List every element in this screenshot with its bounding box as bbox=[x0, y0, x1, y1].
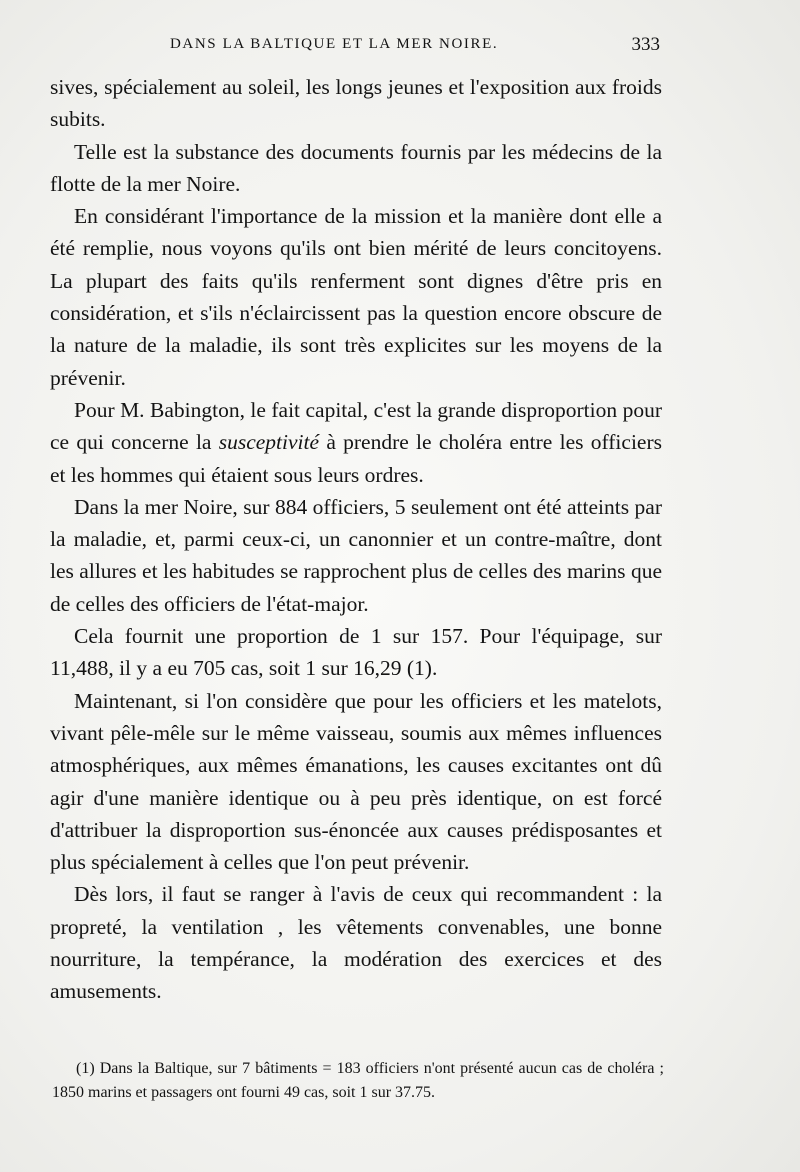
footnote-text: (1) Dans la Baltique, sur 7 bâtiments = 183 officiers n'ont présenté aucun cas de choléra ; 1850 marins et passagers ont fourni 49 cas, soit 1 sur 37.75. bbox=[52, 1060, 664, 1101]
paragraph-mer-noire-officers: Dans la mer Noire, sur 884 officiers, 5 seulement ont été atteints par la maladie, et, parmi ceux-ci, un canonnier et un contre-maître, dont les allures et les habitudes se rapprochent plus de celles des marins que de celles des officiers de l'état-major. bbox=[50, 494, 662, 616]
paragraph-maintenant: Maintenant, si l'on considère que pour les officiers et les matelots, vivant pêle-mêle sur le même vaisseau, soumis aux mêmes influences atmosphériques, aux mêmes émanations, les causes excitantes ont dû agir d'une manière identique ou à peu près identique, on est forcé d'attribuer la disproportion sus-énoncée aux causes prédisposantes et plus spécialement à celles que l'on peut prévenir. bbox=[50, 688, 662, 875]
running-title: DANS LA BALTIQUE ET LA MER NOIRE. bbox=[170, 36, 499, 52]
emphasis-susceptivite: susceptivité bbox=[218, 430, 320, 455]
paragraph-documents-summary: Telle est la substance des documents fournis par les médecins de la flotte de la mer Noire. bbox=[50, 139, 662, 196]
page-header bbox=[170, 36, 660, 60]
paragraph-continuation: sives, spécialement au soleil, les longs jeunes et l'exposition aux froids subits. bbox=[50, 75, 662, 132]
page-number: 333 bbox=[631, 34, 660, 55]
paragraph-babington-after: à prendre le choléra entre les officiers et les hommes qui étaient sous leurs ordres. bbox=[50, 430, 662, 487]
paragraph-proportion: Cela fournit une proportion de 1 sur 157. Pour l'équipage, sur 11,488, il y a eu 705 cas, soit 1 sur 16,29 (1). bbox=[50, 624, 662, 681]
paragraph-babington bbox=[50, 394, 662, 491]
paragraph-des-lors: Dès lors, il faut se ranger à l'avis de ceux qui recommandent : la propreté, la ventilation , les vêtements convenables, une bonne nourriture, la tempérance, la modération des exercices et des amusements. bbox=[50, 882, 662, 1004]
paragraph-babington-before: Pour M. Babington, le fait capital, c'est la grande disproportion pour ce qui concerne la bbox=[50, 397, 662, 455]
footnote bbox=[52, 1057, 664, 1105]
paragraph-importance-mission: En considérant l'importance de la mission et la manière dont elle a été remplie, nous voyons qu'ils ont bien mérité de leurs concitoyens. La plupart des faits qu'ils renferment sont dignes d'être pris en considération, et s'ils n'éclaircissent pas la question encore obscure de la nature de la maladie, ils sont très explicites sur les moyens de la prévenir. bbox=[50, 204, 662, 390]
body-text bbox=[50, 71, 662, 1008]
